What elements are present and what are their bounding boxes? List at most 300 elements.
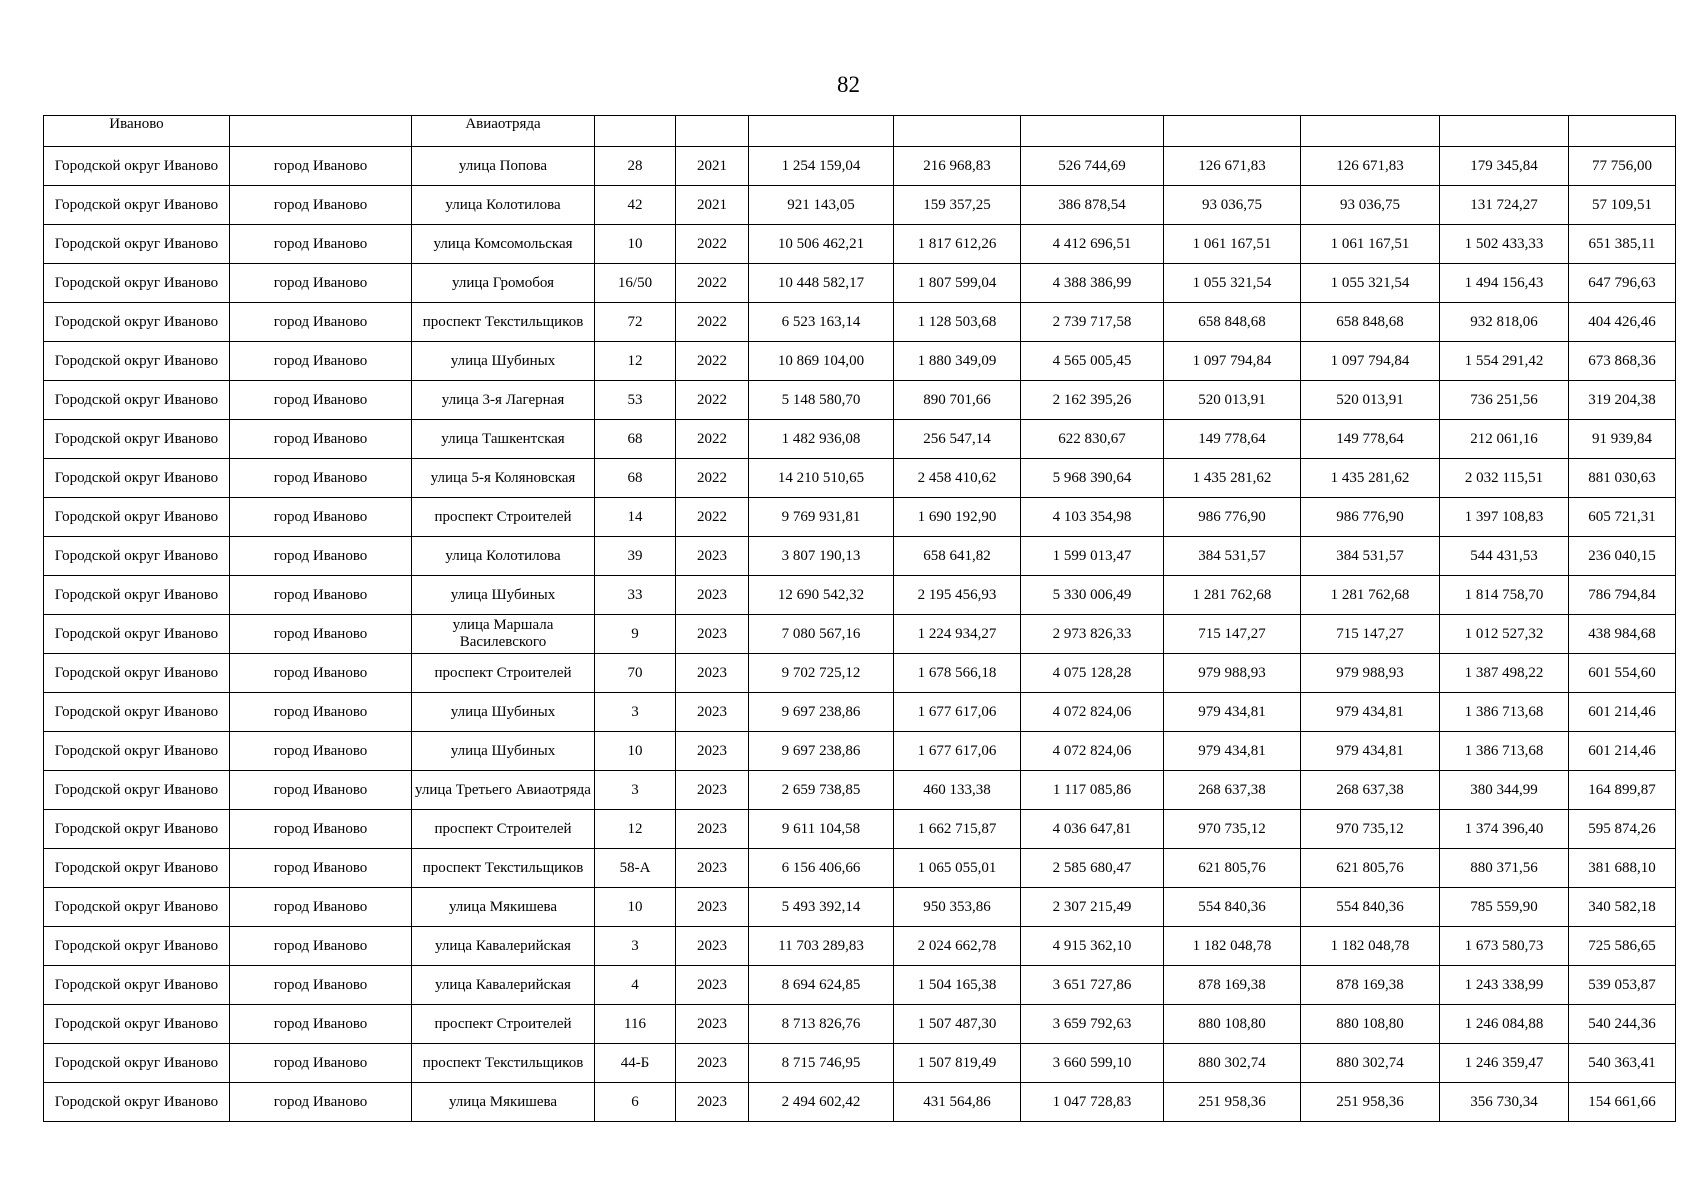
cell-street: улица Шубиных bbox=[412, 576, 595, 615]
cell-year: 2023 bbox=[676, 927, 749, 966]
cell-amount-3: 715 147,27 bbox=[1164, 615, 1301, 654]
table-row bbox=[44, 147, 1676, 186]
cell-municipality: Городской округ Иваново bbox=[44, 498, 230, 537]
cell-house: 33 bbox=[595, 576, 676, 615]
cell-amount-2: 4 103 354,98 bbox=[1021, 498, 1164, 537]
cell-total: 921 143,05 bbox=[749, 186, 894, 225]
cell-municipality: Городской округ Иваново bbox=[44, 381, 230, 420]
cell-amount-3: 93 036,75 bbox=[1164, 186, 1301, 225]
cell-amount-4: 251 958,36 bbox=[1301, 1083, 1440, 1122]
table-row bbox=[44, 381, 1676, 420]
cell-total: 10 506 462,21 bbox=[749, 225, 894, 264]
cell-amount-4: 1 281 762,68 bbox=[1301, 576, 1440, 615]
cell-amount-5: 544 431,53 bbox=[1440, 537, 1569, 576]
cell-amount-3: 979 988,93 bbox=[1164, 654, 1301, 693]
cell-amount-6: 601 214,46 bbox=[1569, 693, 1676, 732]
cell-amount-1: 2 024 662,78 bbox=[894, 927, 1021, 966]
cell-total: 3 807 190,13 bbox=[749, 537, 894, 576]
cell-amount-2: 4 915 362,10 bbox=[1021, 927, 1164, 966]
cell-total: 9 702 725,12 bbox=[749, 654, 894, 693]
cell-amount-6: 647 796,63 bbox=[1569, 264, 1676, 303]
cell-amount-5: 1 494 156,43 bbox=[1440, 264, 1569, 303]
cell-year: 2023 bbox=[676, 1083, 749, 1122]
cell-year: 2023 bbox=[676, 1044, 749, 1083]
cell-settlement: город Иваново bbox=[230, 1044, 412, 1083]
cell-amount-4: 1 055 321,54 bbox=[1301, 264, 1440, 303]
cell-amount-6: 340 582,18 bbox=[1569, 888, 1676, 927]
cell-year: 2022 bbox=[676, 225, 749, 264]
cell-amount-4: 878 169,38 bbox=[1301, 966, 1440, 1005]
cell-amount-4: 979 434,81 bbox=[1301, 732, 1440, 771]
cell-settlement: город Иваново bbox=[230, 732, 412, 771]
cell-amount-3: 979 434,81 bbox=[1164, 693, 1301, 732]
table-row bbox=[44, 927, 1676, 966]
table-row bbox=[44, 966, 1676, 1005]
cell-amount-4: 149 778,64 bbox=[1301, 420, 1440, 459]
cell-amount-3: 880 108,80 bbox=[1164, 1005, 1301, 1044]
cell-amount-2: 2 973 826,33 bbox=[1021, 615, 1164, 654]
cell-amount-5: 1 386 713,68 bbox=[1440, 732, 1569, 771]
cell-total: 9 769 931,81 bbox=[749, 498, 894, 537]
cell-amount-5: 1 246 084,88 bbox=[1440, 1005, 1569, 1044]
cell-amount-6: 540 363,41 bbox=[1569, 1044, 1676, 1083]
cell-amount-1: 1 507 487,30 bbox=[894, 1005, 1021, 1044]
cell-amount-3: 1 182 048,78 bbox=[1164, 927, 1301, 966]
cell-total: 10 448 582,17 bbox=[749, 264, 894, 303]
cell-year: 2021 bbox=[676, 147, 749, 186]
cell-amount-6: 786 794,84 bbox=[1569, 576, 1676, 615]
cell-total: 5 493 392,14 bbox=[749, 888, 894, 927]
cell-year: 2023 bbox=[676, 732, 749, 771]
cell-year: 2023 bbox=[676, 615, 749, 654]
cell-municipality: Городской округ Иваново bbox=[44, 147, 230, 186]
cell-street: проспект Текстильщиков bbox=[412, 849, 595, 888]
cell-year: 2022 bbox=[676, 420, 749, 459]
cell-house: 6 bbox=[595, 1083, 676, 1122]
cell-amount-6: 539 053,87 bbox=[1569, 966, 1676, 1005]
cell-street: проспект Строителей bbox=[412, 1005, 595, 1044]
cell-amount-5: 1 374 396,40 bbox=[1440, 810, 1569, 849]
table-row bbox=[44, 303, 1676, 342]
cell-amount-5: 1 246 359,47 bbox=[1440, 1044, 1569, 1083]
cell-amount-1: 1 504 165,38 bbox=[894, 966, 1021, 1005]
cell-municipality: Городской округ Иваново bbox=[44, 342, 230, 381]
cell-house: 12 bbox=[595, 342, 676, 381]
cell-house: 10 bbox=[595, 225, 676, 264]
cell-amount-1: 1 677 617,06 bbox=[894, 732, 1021, 771]
cell-year: 2022 bbox=[676, 342, 749, 381]
cell-amount-5: 1 554 291,42 bbox=[1440, 342, 1569, 381]
cell-house: 10 bbox=[595, 888, 676, 927]
cell-street: улица Кавалерийская bbox=[412, 927, 595, 966]
cell-total: 6 156 406,66 bbox=[749, 849, 894, 888]
cell-amount-4: 1 061 167,51 bbox=[1301, 225, 1440, 264]
cell-house: 10 bbox=[595, 732, 676, 771]
cell-amount-3: 979 434,81 bbox=[1164, 732, 1301, 771]
cell-municipality: Городской округ Иваново bbox=[44, 303, 230, 342]
cell-amount-1: 1 065 055,01 bbox=[894, 849, 1021, 888]
table-row bbox=[44, 810, 1676, 849]
table-row bbox=[44, 654, 1676, 693]
cell-amount-1: 658 641,82 bbox=[894, 537, 1021, 576]
table-row bbox=[44, 420, 1676, 459]
cell-amount-1 bbox=[894, 116, 1021, 147]
table-row bbox=[44, 732, 1676, 771]
cell-house: 58-А bbox=[595, 849, 676, 888]
cell-amount-5: 1 673 580,73 bbox=[1440, 927, 1569, 966]
table-row bbox=[44, 1044, 1676, 1083]
cell-amount-1: 216 968,83 bbox=[894, 147, 1021, 186]
cell-street: улица Маршала Василевского bbox=[412, 615, 595, 654]
cell-total: 7 080 567,16 bbox=[749, 615, 894, 654]
cell-amount-5: 1 814 758,70 bbox=[1440, 576, 1569, 615]
cell-amount-6: 77 756,00 bbox=[1569, 147, 1676, 186]
cell-year: 2022 bbox=[676, 264, 749, 303]
cell-amount-5: 880 371,56 bbox=[1440, 849, 1569, 888]
cell-house bbox=[595, 116, 676, 147]
cell-settlement: город Иваново bbox=[230, 966, 412, 1005]
cell-amount-2: 2 585 680,47 bbox=[1021, 849, 1164, 888]
cell-year bbox=[676, 116, 749, 147]
cell-amount-5: 356 730,34 bbox=[1440, 1083, 1569, 1122]
cell-amount-3: 1 097 794,84 bbox=[1164, 342, 1301, 381]
cell-municipality: Городской округ Иваново bbox=[44, 1005, 230, 1044]
cell-amount-3: 878 169,38 bbox=[1164, 966, 1301, 1005]
cell-amount-3: 1 055 321,54 bbox=[1164, 264, 1301, 303]
cell-municipality: Городской округ Иваново bbox=[44, 1044, 230, 1083]
cell-settlement: город Иваново bbox=[230, 225, 412, 264]
cell-municipality: Городской округ Иваново bbox=[44, 927, 230, 966]
cell-amount-5: 785 559,90 bbox=[1440, 888, 1569, 927]
cell-settlement: город Иваново bbox=[230, 420, 412, 459]
cell-street: проспект Строителей bbox=[412, 498, 595, 537]
cell-year: 2023 bbox=[676, 771, 749, 810]
cell-total: 12 690 542,32 bbox=[749, 576, 894, 615]
cell-house: 42 bbox=[595, 186, 676, 225]
cell-amount-2: 2 739 717,58 bbox=[1021, 303, 1164, 342]
cell-total: 10 869 104,00 bbox=[749, 342, 894, 381]
cell-municipality: Городской округ Иваново bbox=[44, 654, 230, 693]
table-row bbox=[44, 537, 1676, 576]
cell-amount-2: 3 651 727,86 bbox=[1021, 966, 1164, 1005]
cell-total: 2 659 738,85 bbox=[749, 771, 894, 810]
cell-amount-2: 2 307 215,49 bbox=[1021, 888, 1164, 927]
cell-settlement: город Иваново bbox=[230, 849, 412, 888]
cell-amount-4 bbox=[1301, 116, 1440, 147]
cell-municipality: Городской округ Иваново bbox=[44, 615, 230, 654]
cell-amount-1: 431 564,86 bbox=[894, 1083, 1021, 1122]
cell-street: улица Мякишева bbox=[412, 888, 595, 927]
cell-total: 8 694 624,85 bbox=[749, 966, 894, 1005]
cell-amount-1: 1 807 599,04 bbox=[894, 264, 1021, 303]
cell-year: 2022 bbox=[676, 303, 749, 342]
cell-amount-6: 164 899,87 bbox=[1569, 771, 1676, 810]
cell-amount-3: 1 281 762,68 bbox=[1164, 576, 1301, 615]
cell-amount-3: 970 735,12 bbox=[1164, 810, 1301, 849]
cell-amount-6: 438 984,68 bbox=[1569, 615, 1676, 654]
cell-amount-6: 57 109,51 bbox=[1569, 186, 1676, 225]
cell-amount-3: 554 840,36 bbox=[1164, 888, 1301, 927]
cell-amount-4: 93 036,75 bbox=[1301, 186, 1440, 225]
table-row bbox=[44, 498, 1676, 537]
cell-year: 2021 bbox=[676, 186, 749, 225]
cell-amount-5: 179 345,84 bbox=[1440, 147, 1569, 186]
cell-amount-5: 2 032 115,51 bbox=[1440, 459, 1569, 498]
cell-house: 70 bbox=[595, 654, 676, 693]
cell-amount-2 bbox=[1021, 116, 1164, 147]
cell-settlement bbox=[230, 116, 412, 147]
cell-amount-6: 154 661,66 bbox=[1569, 1083, 1676, 1122]
cell-municipality: Городской округ Иваново bbox=[44, 732, 230, 771]
cell-municipality: Городской округ Иваново bbox=[44, 420, 230, 459]
cell-amount-1: 1 507 819,49 bbox=[894, 1044, 1021, 1083]
cell-house: 4 bbox=[595, 966, 676, 1005]
cell-municipality: Городской округ Иваново bbox=[44, 888, 230, 927]
cell-street: проспект Строителей bbox=[412, 810, 595, 849]
cell-year: 2023 bbox=[676, 849, 749, 888]
table-row-continued bbox=[44, 116, 1676, 147]
cell-settlement: город Иваново bbox=[230, 654, 412, 693]
cell-house: 3 bbox=[595, 771, 676, 810]
cell-settlement: город Иваново bbox=[230, 927, 412, 966]
cell-year: 2023 bbox=[676, 1005, 749, 1044]
cell-amount-2: 3 660 599,10 bbox=[1021, 1044, 1164, 1083]
cell-amount-1: 890 701,66 bbox=[894, 381, 1021, 420]
cell-amount-1: 1 690 192,90 bbox=[894, 498, 1021, 537]
cell-amount-2: 4 072 824,06 bbox=[1021, 732, 1164, 771]
cell-amount-2: 4 036 647,81 bbox=[1021, 810, 1164, 849]
cell-amount-4: 621 805,76 bbox=[1301, 849, 1440, 888]
cell-year: 2023 bbox=[676, 888, 749, 927]
cell-amount-5: 1 387 498,22 bbox=[1440, 654, 1569, 693]
cell-amount-5: 1 397 108,83 bbox=[1440, 498, 1569, 537]
cell-amount-5: 131 724,27 bbox=[1440, 186, 1569, 225]
table-row bbox=[44, 849, 1676, 888]
cell-amount-1: 159 357,25 bbox=[894, 186, 1021, 225]
table-row bbox=[44, 342, 1676, 381]
cell-street: улица Комсомольская bbox=[412, 225, 595, 264]
cell-settlement: город Иваново bbox=[230, 498, 412, 537]
cell-year: 2022 bbox=[676, 498, 749, 537]
cell-amount-3: 1 061 167,51 bbox=[1164, 225, 1301, 264]
cell-amount-4: 1 435 281,62 bbox=[1301, 459, 1440, 498]
table-row bbox=[44, 1083, 1676, 1122]
cell-street: улица 5-я Коляновская bbox=[412, 459, 595, 498]
cell-house: 53 bbox=[595, 381, 676, 420]
registry-table bbox=[43, 115, 1676, 1122]
cell-settlement: город Иваново bbox=[230, 1005, 412, 1044]
cell-house: 39 bbox=[595, 537, 676, 576]
cell-amount-5: 1 243 338,99 bbox=[1440, 966, 1569, 1005]
cell-year: 2023 bbox=[676, 654, 749, 693]
cell-amount-5: 1 502 433,33 bbox=[1440, 225, 1569, 264]
cell-amount-5: 380 344,99 bbox=[1440, 771, 1569, 810]
cell-year: 2023 bbox=[676, 693, 749, 732]
cell-amount-1: 256 547,14 bbox=[894, 420, 1021, 459]
cell-street: проспект Текстильщиков bbox=[412, 1044, 595, 1083]
cell-amount-6: 404 426,46 bbox=[1569, 303, 1676, 342]
cell-amount-1: 1 880 349,09 bbox=[894, 342, 1021, 381]
cell-total bbox=[749, 116, 894, 147]
cell-street: проспект Строителей bbox=[412, 654, 595, 693]
table-row bbox=[44, 615, 1676, 654]
cell-amount-3: 251 958,36 bbox=[1164, 1083, 1301, 1122]
cell-amount-1: 950 353,86 bbox=[894, 888, 1021, 927]
table-row bbox=[44, 225, 1676, 264]
cell-year: 2022 bbox=[676, 459, 749, 498]
cell-year: 2022 bbox=[676, 381, 749, 420]
cell-house: 68 bbox=[595, 459, 676, 498]
cell-total: 6 523 163,14 bbox=[749, 303, 894, 342]
cell-amount-2: 2 162 395,26 bbox=[1021, 381, 1164, 420]
cell-house: 9 bbox=[595, 615, 676, 654]
cell-amount-2: 4 072 824,06 bbox=[1021, 693, 1164, 732]
cell-amount-6: 91 939,84 bbox=[1569, 420, 1676, 459]
cell-amount-2: 526 744,69 bbox=[1021, 147, 1164, 186]
cell-amount-1: 1 128 503,68 bbox=[894, 303, 1021, 342]
cell-amount-4: 715 147,27 bbox=[1301, 615, 1440, 654]
table-row bbox=[44, 1005, 1676, 1044]
cell-street: улица Ташкентская bbox=[412, 420, 595, 459]
cell-amount-4: 1 182 048,78 bbox=[1301, 927, 1440, 966]
cell-total: 14 210 510,65 bbox=[749, 459, 894, 498]
cell-amount-1: 2 195 456,93 bbox=[894, 576, 1021, 615]
cell-street: улица Попова bbox=[412, 147, 595, 186]
cell-amount-3: 126 671,83 bbox=[1164, 147, 1301, 186]
cell-house: 28 bbox=[595, 147, 676, 186]
cell-amount-2: 5 330 006,49 bbox=[1021, 576, 1164, 615]
cell-total: 1 482 936,08 bbox=[749, 420, 894, 459]
cell-amount-4: 126 671,83 bbox=[1301, 147, 1440, 186]
cell-amount-2: 4 565 005,45 bbox=[1021, 342, 1164, 381]
cell-amount-2: 5 968 390,64 bbox=[1021, 459, 1164, 498]
cell-amount-4: 268 637,38 bbox=[1301, 771, 1440, 810]
cell-municipality: Городской округ Иваново bbox=[44, 1083, 230, 1122]
cell-year: 2023 bbox=[676, 966, 749, 1005]
cell-total: 9 611 104,58 bbox=[749, 810, 894, 849]
cell-amount-2: 386 878,54 bbox=[1021, 186, 1164, 225]
cell-amount-5: 1 386 713,68 bbox=[1440, 693, 1569, 732]
cell-settlement: город Иваново bbox=[230, 888, 412, 927]
cell-amount-5: 736 251,56 bbox=[1440, 381, 1569, 420]
cell-settlement: город Иваново bbox=[230, 381, 412, 420]
cell-municipality: Городской округ Иваново bbox=[44, 966, 230, 1005]
cell-amount-2: 622 830,67 bbox=[1021, 420, 1164, 459]
cell-amount-3: 1 435 281,62 bbox=[1164, 459, 1301, 498]
cell-total: 1 254 159,04 bbox=[749, 147, 894, 186]
cell-year: 2023 bbox=[676, 537, 749, 576]
cell-street: улица 3-я Лагерная bbox=[412, 381, 595, 420]
cell-street: Авиаотряда bbox=[412, 116, 595, 147]
cell-house: 68 bbox=[595, 420, 676, 459]
cell-settlement: город Иваново bbox=[230, 459, 412, 498]
cell-amount-6: 673 868,36 bbox=[1569, 342, 1676, 381]
cell-settlement: город Иваново bbox=[230, 264, 412, 303]
cell-settlement: город Иваново bbox=[230, 147, 412, 186]
cell-house: 14 bbox=[595, 498, 676, 537]
cell-amount-3: 384 531,57 bbox=[1164, 537, 1301, 576]
cell-amount-6: 381 688,10 bbox=[1569, 849, 1676, 888]
cell-amount-4: 658 848,68 bbox=[1301, 303, 1440, 342]
table-row bbox=[44, 576, 1676, 615]
cell-municipality: Городской округ Иваново bbox=[44, 693, 230, 732]
cell-amount-2: 4 075 128,28 bbox=[1021, 654, 1164, 693]
cell-municipality: Городской округ Иваново bbox=[44, 459, 230, 498]
cell-year: 2023 bbox=[676, 576, 749, 615]
cell-house: 3 bbox=[595, 927, 676, 966]
cell-total: 11 703 289,83 bbox=[749, 927, 894, 966]
cell-settlement: город Иваново bbox=[230, 576, 412, 615]
cell-street: улица Кавалерийская bbox=[412, 966, 595, 1005]
cell-municipality: Городской округ Иваново bbox=[44, 810, 230, 849]
cell-amount-3: 520 013,91 bbox=[1164, 381, 1301, 420]
cell-amount-6: 319 204,38 bbox=[1569, 381, 1676, 420]
cell-amount-4: 880 302,74 bbox=[1301, 1044, 1440, 1083]
cell-settlement: город Иваново bbox=[230, 303, 412, 342]
cell-total: 9 697 238,86 bbox=[749, 693, 894, 732]
cell-street: улица Шубиных bbox=[412, 342, 595, 381]
cell-amount-3: 621 805,76 bbox=[1164, 849, 1301, 888]
cell-street: улица Колотилова bbox=[412, 186, 595, 225]
cell-amount-5: 932 818,06 bbox=[1440, 303, 1569, 342]
cell-settlement: город Иваново bbox=[230, 810, 412, 849]
cell-amount-4: 970 735,12 bbox=[1301, 810, 1440, 849]
cell-amount-2: 1 117 085,86 bbox=[1021, 771, 1164, 810]
cell-municipality: Городской округ Иваново bbox=[44, 771, 230, 810]
cell-street: улица Шубиных bbox=[412, 732, 595, 771]
page-number: 82 bbox=[837, 72, 860, 97]
cell-amount-1: 1 678 566,18 bbox=[894, 654, 1021, 693]
cell-municipality: Городской округ Иваново bbox=[44, 186, 230, 225]
table-row bbox=[44, 888, 1676, 927]
cell-amount-3: 658 848,68 bbox=[1164, 303, 1301, 342]
cell-house: 72 bbox=[595, 303, 676, 342]
cell-settlement: город Иваново bbox=[230, 186, 412, 225]
cell-amount-2: 1 599 013,47 bbox=[1021, 537, 1164, 576]
cell-amount-4: 880 108,80 bbox=[1301, 1005, 1440, 1044]
cell-amount-6: 540 244,36 bbox=[1569, 1005, 1676, 1044]
cell-total: 9 697 238,86 bbox=[749, 732, 894, 771]
cell-amount-1: 1 662 715,87 bbox=[894, 810, 1021, 849]
cell-amount-1: 2 458 410,62 bbox=[894, 459, 1021, 498]
cell-municipality: Городской округ Иваново bbox=[44, 849, 230, 888]
cell-amount-4: 979 434,81 bbox=[1301, 693, 1440, 732]
cell-amount-3: 149 778,64 bbox=[1164, 420, 1301, 459]
cell-settlement: город Иваново bbox=[230, 771, 412, 810]
cell-street: улица Колотилова bbox=[412, 537, 595, 576]
cell-amount-2: 4 388 386,99 bbox=[1021, 264, 1164, 303]
cell-total: 8 715 746,95 bbox=[749, 1044, 894, 1083]
cell-municipality: Городской округ Иваново bbox=[44, 225, 230, 264]
table-row bbox=[44, 264, 1676, 303]
cell-amount-6: 595 874,26 bbox=[1569, 810, 1676, 849]
cell-amount-6: 651 385,11 bbox=[1569, 225, 1676, 264]
cell-street: улица Громобоя bbox=[412, 264, 595, 303]
cell-amount-1: 1 677 617,06 bbox=[894, 693, 1021, 732]
cell-amount-6: 725 586,65 bbox=[1569, 927, 1676, 966]
cell-amount-4: 554 840,36 bbox=[1301, 888, 1440, 927]
cell-amount-3: 880 302,74 bbox=[1164, 1044, 1301, 1083]
cell-total: 8 713 826,76 bbox=[749, 1005, 894, 1044]
cell-settlement: город Иваново bbox=[230, 693, 412, 732]
cell-amount-5 bbox=[1440, 116, 1569, 147]
table-row bbox=[44, 771, 1676, 810]
cell-house: 3 bbox=[595, 693, 676, 732]
cell-amount-3 bbox=[1164, 116, 1301, 147]
cell-amount-2: 3 659 792,63 bbox=[1021, 1005, 1164, 1044]
cell-amount-1: 1 817 612,26 bbox=[894, 225, 1021, 264]
cell-amount-6: 601 554,60 bbox=[1569, 654, 1676, 693]
